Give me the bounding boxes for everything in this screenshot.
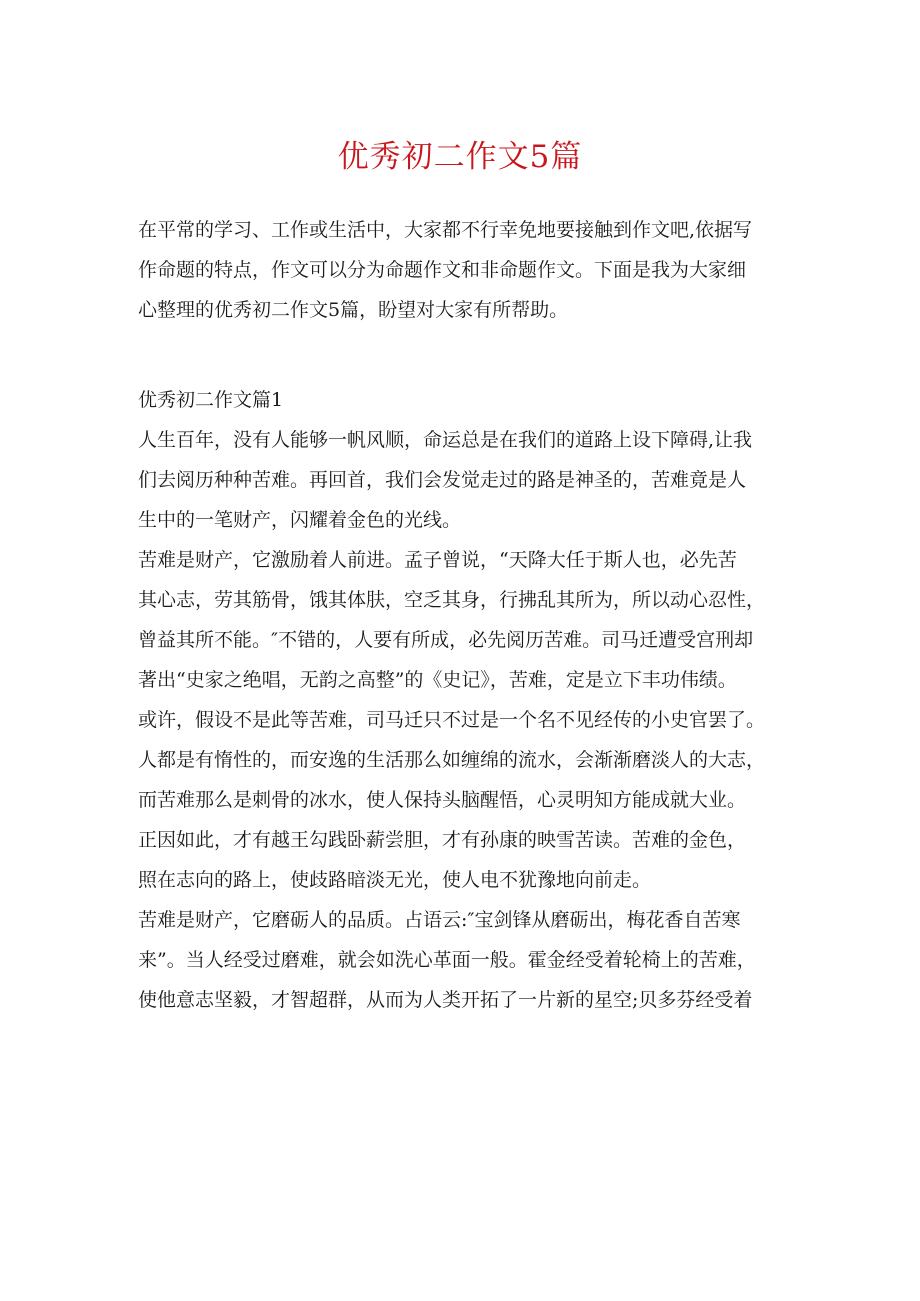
text-line: 作命题的特点，作文可以分为命题作文和非命题作文。下面是我为大家细 <box>138 259 747 281</box>
text-line: 心整理的优秀初二作文5篇，盼望对大家有所帮助。 <box>138 299 569 321</box>
section-heading: 优秀初二作文篇1 <box>138 389 284 411</box>
text-line: 人生百年，没有人能够一帆风顺，命运总是在我们的道路上设下障碍,让我 <box>138 429 753 451</box>
text-line: 使他意志坚毅，才智超群，从而为人类开拓了一片新的星空;贝多芬经受着 <box>138 989 753 1011</box>
text-line: 在平常的学习、工作或生活中，大家都不行幸免地要接触到作文吧,依据写 <box>138 219 753 241</box>
text-line: 而苦难那么是刺骨的冰水，使人保持头脑醒悟，心灵明知方能成就大业。 <box>138 789 747 811</box>
text-line: 照在志向的路上，使歧路暗淡无光，使人电不犹豫地向前走。 <box>138 869 652 891</box>
text-line: 或许，假设不是此等苦难，司马迁只不过是一个名不见经传的小史官罢了。 <box>138 709 766 731</box>
text-line: 正因如此，才有越王勾践卧薪尝胆，才有孙康的映雪苦读。苦难的金色， <box>138 829 747 851</box>
intro-paragraph <box>138 210 798 330</box>
document-title: 优秀初二作文5篇 <box>337 139 583 175</box>
text-line: 著出“史家之绝唱，无韵之高整”的《史记》，苦难，定是立下丰功伟绩。 <box>138 669 737 691</box>
text-line: 其心志，劳其筋骨，饿其体肤，空乏其身，行拂乱其所为，所以动心忍性， <box>138 589 766 611</box>
paragraph-3 <box>138 900 798 1020</box>
text-line: 曾益其所不能。″不错的，人要有所成，必先阅历苦难。司马迁遭受宫刑却 <box>138 629 754 651</box>
document-body <box>138 210 798 1020</box>
text-line: 们去阅历种种苦难。再回首，我们会发觉走过的路是神圣的，苦难竟是人 <box>138 469 747 491</box>
text-line: 苦难是财产，它磨砺人的品质。占语云:″宝剑锋从磨砺出，梅花香自苦寒 <box>138 909 741 931</box>
paragraph-1 <box>138 420 798 540</box>
text-line: 苦难是财产，它激励着人前进。孟子曾说，“天降大任于斯人也，必先苦 <box>138 549 737 571</box>
text-line: 人都是有惰性的，而安逸的生活那么如缠绵的流水，会渐渐磨淡人的大志， <box>138 749 766 771</box>
text-line: 来”。当人经受过磨难，就会如洗心革面一般。霍金经受着轮椅上的苦难， <box>138 949 756 971</box>
text-line: 生中的一笔财产，闪耀着金色的光线。 <box>138 509 462 531</box>
paragraph-2 <box>138 540 798 900</box>
